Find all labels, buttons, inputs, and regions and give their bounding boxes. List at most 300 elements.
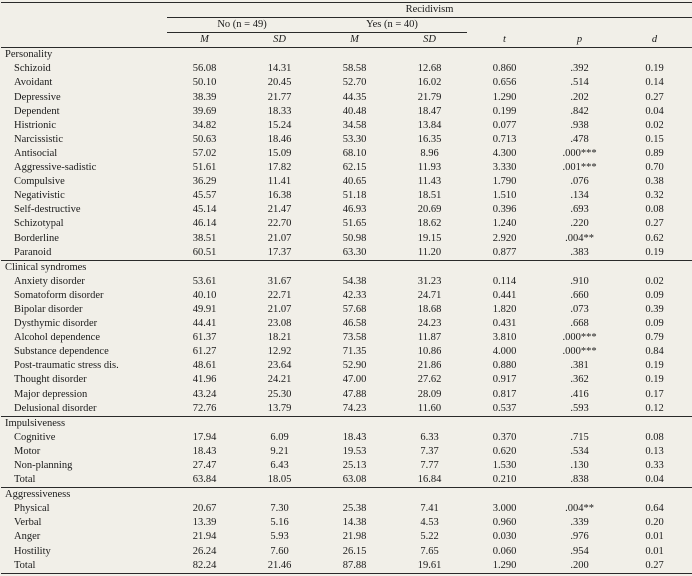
cell-value: 49.91 bbox=[192, 303, 217, 315]
group-header-no: No (n = 49) bbox=[167, 18, 317, 33]
cell-value: 38.39 bbox=[192, 91, 217, 103]
cell-value: .660 bbox=[570, 289, 589, 301]
cell-value: 0.917 bbox=[492, 374, 517, 386]
corner-blank bbox=[1, 3, 167, 18]
table-row bbox=[1, 217, 692, 231]
table-row bbox=[1, 161, 692, 175]
section-label: Personality bbox=[5, 49, 53, 61]
cell-value: 1.510 bbox=[492, 190, 517, 202]
cell-value: .838 bbox=[570, 474, 589, 486]
cell-value: 57.02 bbox=[192, 147, 217, 159]
row-label: Physical bbox=[14, 503, 50, 515]
cell-value: 21.86 bbox=[417, 360, 442, 372]
cell-value: 0.860 bbox=[492, 63, 517, 75]
cell-value: 26.24 bbox=[192, 545, 217, 557]
cell-value: .910 bbox=[570, 275, 589, 287]
table-row bbox=[1, 175, 692, 189]
table-row bbox=[1, 331, 692, 345]
cell-value: 25.38 bbox=[342, 503, 367, 515]
cell-value: .134 bbox=[570, 190, 589, 202]
cell-value: 0.04 bbox=[645, 474, 664, 486]
cell-value: 57.68 bbox=[342, 303, 367, 315]
cell-value: 0.19 bbox=[645, 246, 664, 258]
cell-value: 16.02 bbox=[417, 77, 442, 89]
cell-value: 17.82 bbox=[267, 162, 292, 174]
cell-value: 0.199 bbox=[492, 105, 517, 117]
col-header-sd-no: SD bbox=[242, 33, 317, 48]
cell-value: 51.61 bbox=[192, 162, 217, 174]
cell-value: 4.000 bbox=[492, 346, 517, 358]
cell-value: 21.47 bbox=[267, 204, 292, 216]
cell-value: 21.07 bbox=[267, 303, 292, 315]
cell-value: 25.13 bbox=[342, 460, 367, 471]
cell-value: 60.51 bbox=[192, 246, 217, 258]
cell-value: 58.58 bbox=[342, 63, 367, 75]
cell-value: 61.27 bbox=[192, 346, 217, 358]
cell-value: 62.15 bbox=[342, 162, 367, 174]
row-label: Dependent bbox=[14, 105, 60, 117]
cell-value: 16.38 bbox=[267, 190, 292, 202]
cell-value: 11.60 bbox=[417, 402, 442, 414]
cell-value: .715 bbox=[570, 431, 589, 443]
cell-value: 23.64 bbox=[267, 360, 292, 372]
cell-value: 10.86 bbox=[417, 346, 442, 358]
cell-value: 16.35 bbox=[417, 133, 442, 145]
cell-value: 34.82 bbox=[192, 119, 217, 131]
cell-value: 27.47 bbox=[192, 460, 217, 471]
row-label: Post-traumatic stress dis. bbox=[14, 360, 119, 372]
cell-value: 3.810 bbox=[492, 332, 517, 344]
cell-value: 71.35 bbox=[342, 346, 367, 358]
cell-value: 12.92 bbox=[267, 346, 292, 358]
table-row bbox=[1, 119, 692, 133]
row-label: Dysthymic disorder bbox=[14, 318, 98, 330]
table-row bbox=[1, 76, 692, 90]
statistics-table bbox=[1, 2, 692, 574]
table-row bbox=[1, 473, 692, 488]
cell-value: 20.45 bbox=[267, 77, 292, 89]
table-row bbox=[1, 359, 692, 373]
cell-value: 11.87 bbox=[417, 332, 442, 344]
cell-value: 17.94 bbox=[192, 431, 217, 443]
cell-value: 1.290 bbox=[492, 91, 517, 103]
group-blank bbox=[542, 18, 617, 33]
cell-value: 19.61 bbox=[417, 559, 442, 571]
row-label: Substance dependence bbox=[14, 346, 109, 358]
cell-value: 21.77 bbox=[267, 91, 292, 103]
cell-value: 0.114 bbox=[492, 275, 517, 287]
cell-value: 48.61 bbox=[192, 360, 217, 372]
cell-value: 46.58 bbox=[342, 318, 367, 330]
cell-value: 7.77 bbox=[420, 460, 439, 471]
cell-value: 47.88 bbox=[342, 388, 367, 400]
cell-value: 0.17 bbox=[645, 388, 664, 400]
row-label: Delusional disorder bbox=[14, 402, 97, 414]
cell-value: 28.09 bbox=[417, 388, 442, 400]
cell-value: .073 bbox=[570, 303, 589, 315]
cell-value: 45.14 bbox=[192, 204, 217, 216]
cell-value: 1.790 bbox=[492, 176, 517, 188]
col-header-p: p bbox=[542, 33, 617, 48]
cell-value: 53.30 bbox=[342, 133, 367, 145]
cell-value: 87.88 bbox=[342, 559, 367, 571]
cell-value: .954 bbox=[570, 545, 589, 557]
cell-value: 18.05 bbox=[267, 474, 292, 486]
cell-value: .514 bbox=[570, 77, 589, 89]
col-header-m-yes: M bbox=[317, 33, 392, 48]
cell-value: .938 bbox=[570, 119, 589, 131]
col-header-sd-yes: SD bbox=[392, 33, 467, 48]
table-row bbox=[1, 303, 692, 317]
cell-value: 18.68 bbox=[417, 303, 442, 315]
cell-value: 31.23 bbox=[417, 275, 442, 287]
table-row bbox=[1, 133, 692, 147]
cell-value: 0.19 bbox=[645, 360, 664, 372]
group-blank bbox=[467, 18, 542, 33]
cell-value: 52.70 bbox=[342, 77, 367, 89]
row-label: Major depression bbox=[14, 388, 88, 400]
cell-value: 0.02 bbox=[645, 119, 664, 131]
cell-value: 0.01 bbox=[645, 545, 664, 557]
cell-value: 23.08 bbox=[267, 318, 292, 330]
cell-value: .383 bbox=[570, 246, 589, 258]
cell-value: 25.30 bbox=[267, 388, 292, 400]
cell-value: 0.79 bbox=[645, 332, 664, 344]
corner-blank bbox=[1, 18, 167, 33]
cell-value: 18.46 bbox=[267, 133, 292, 145]
col-header-d: d bbox=[617, 33, 692, 48]
cell-value: 54.38 bbox=[342, 275, 367, 287]
cell-value: 11.43 bbox=[417, 176, 442, 188]
cell-value: 7.65 bbox=[420, 545, 439, 557]
cell-value: 0.713 bbox=[492, 133, 517, 145]
cell-value: 8.96 bbox=[420, 147, 439, 159]
cell-value: 13.39 bbox=[192, 517, 217, 529]
cell-value: 6.09 bbox=[270, 431, 289, 443]
cell-value: 22.70 bbox=[267, 218, 292, 230]
table-row bbox=[1, 388, 692, 402]
cell-value: 0.89 bbox=[645, 147, 664, 159]
cell-value: 18.43 bbox=[192, 445, 217, 457]
cell-value: 63.30 bbox=[342, 246, 367, 258]
cell-value: 26.15 bbox=[342, 545, 367, 557]
cell-value: 0.370 bbox=[492, 431, 517, 443]
cell-value: 6.33 bbox=[420, 431, 439, 443]
table-row bbox=[1, 91, 692, 105]
group-header-row bbox=[1, 18, 692, 33]
table-row bbox=[1, 203, 692, 217]
cell-value: 20.69 bbox=[417, 204, 442, 216]
row-label: Borderline bbox=[14, 232, 59, 244]
cell-value: 9.21 bbox=[270, 445, 289, 457]
cell-value: 50.63 bbox=[192, 133, 217, 145]
table-row bbox=[1, 289, 692, 303]
cell-value: 7.30 bbox=[270, 503, 289, 515]
row-label: Somatoform disorder bbox=[14, 289, 104, 301]
table-row bbox=[1, 189, 692, 203]
cell-value: 0.38 bbox=[645, 176, 664, 188]
cell-value: 53.61 bbox=[192, 275, 217, 287]
cell-value: .000*** bbox=[562, 346, 597, 358]
cell-value: 0.441 bbox=[492, 289, 517, 301]
cell-value: 34.58 bbox=[342, 119, 367, 131]
cell-value: 0.33 bbox=[645, 460, 664, 471]
table-row bbox=[1, 530, 692, 544]
cell-value: 50.98 bbox=[342, 232, 367, 244]
row-label: Schizotypal bbox=[14, 218, 64, 230]
row-label: Paranoid bbox=[14, 246, 52, 258]
cell-value: 18.47 bbox=[417, 105, 442, 117]
cell-value: 0.960 bbox=[492, 517, 517, 529]
row-label: Self-destructive bbox=[14, 204, 81, 216]
row-label: Negativistic bbox=[14, 190, 65, 202]
cell-value: 51.18 bbox=[342, 190, 367, 202]
cell-value: .593 bbox=[570, 402, 589, 414]
cell-value: 46.14 bbox=[192, 218, 217, 230]
cell-value: .130 bbox=[570, 460, 589, 471]
table-row bbox=[1, 445, 692, 459]
cell-value: 27.62 bbox=[417, 374, 442, 386]
cell-value: 15.09 bbox=[267, 147, 292, 159]
cell-value: 6.43 bbox=[270, 460, 289, 471]
cell-value: 45.57 bbox=[192, 190, 217, 202]
cell-value: 50.10 bbox=[192, 77, 217, 89]
cell-value: 0.32 bbox=[645, 190, 664, 202]
table-row bbox=[1, 232, 692, 246]
cell-value: 0.060 bbox=[492, 545, 517, 557]
cell-value: 5.93 bbox=[270, 531, 289, 543]
cell-value: 0.62 bbox=[645, 232, 664, 244]
table-row bbox=[1, 246, 692, 261]
cell-value: 0.12 bbox=[645, 402, 664, 414]
cell-value: .362 bbox=[570, 374, 589, 386]
cell-value: 11.93 bbox=[417, 162, 442, 174]
cell-value: 42.33 bbox=[342, 289, 367, 301]
table-row bbox=[1, 62, 692, 76]
cell-value: 16.84 bbox=[417, 474, 442, 486]
row-label: Anger bbox=[14, 531, 41, 543]
cell-value: 51.65 bbox=[342, 218, 367, 230]
cell-value: .842 bbox=[570, 105, 589, 117]
cell-value: 0.13 bbox=[645, 445, 664, 457]
cell-value: 0.02 bbox=[645, 275, 664, 287]
cell-value: .076 bbox=[570, 176, 589, 188]
row-label: Motor bbox=[14, 445, 41, 457]
column-header-row bbox=[1, 33, 692, 48]
table-row bbox=[1, 431, 692, 445]
cell-value: 21.46 bbox=[267, 559, 292, 571]
cell-value: 7.41 bbox=[420, 503, 439, 515]
cell-value: 0.27 bbox=[645, 91, 664, 103]
cell-value: 0.880 bbox=[492, 360, 517, 372]
cell-value: 44.35 bbox=[342, 91, 367, 103]
spanner-header: Recidivism bbox=[167, 3, 692, 18]
cell-value: .200 bbox=[570, 559, 589, 571]
cell-value: 14.31 bbox=[267, 63, 292, 75]
cell-value: 0.08 bbox=[645, 431, 664, 443]
cell-value: 18.62 bbox=[417, 218, 442, 230]
cell-value: 12.68 bbox=[417, 63, 442, 75]
cell-value: 0.64 bbox=[645, 503, 664, 515]
cell-value: 0.431 bbox=[492, 318, 517, 330]
table-row bbox=[1, 402, 692, 417]
row-label: Avoidant bbox=[14, 77, 53, 89]
cell-value: 0.70 bbox=[645, 162, 664, 174]
section-row bbox=[1, 416, 692, 431]
table-row bbox=[1, 516, 692, 530]
cell-value: 63.08 bbox=[342, 474, 367, 486]
row-label: Depressive bbox=[14, 91, 61, 103]
row-label: Non-planning bbox=[14, 460, 73, 471]
cell-value: 11.41 bbox=[267, 176, 292, 188]
cell-value: .416 bbox=[570, 388, 589, 400]
cell-value: 19.15 bbox=[417, 232, 442, 244]
cell-value: 22.71 bbox=[267, 289, 292, 301]
cell-value: 73.58 bbox=[342, 332, 367, 344]
cell-value: .339 bbox=[570, 517, 589, 529]
section-label: Impulsiveness bbox=[1, 416, 692, 431]
cell-value: 41.96 bbox=[192, 374, 217, 386]
cell-value: .976 bbox=[570, 531, 589, 543]
cell-value: 38.51 bbox=[192, 232, 217, 244]
cell-value: 0.537 bbox=[492, 402, 517, 414]
cell-value: 5.16 bbox=[270, 517, 289, 529]
cell-value: .202 bbox=[570, 91, 589, 103]
table-row bbox=[1, 502, 692, 516]
row-label: Total bbox=[14, 474, 36, 486]
row-label: Total bbox=[14, 559, 36, 571]
col-header-m-no: M bbox=[167, 33, 242, 48]
table-row bbox=[1, 147, 692, 161]
cell-value: 1.530 bbox=[492, 460, 517, 471]
cell-value: 72.76 bbox=[192, 402, 217, 414]
cell-value: 2.920 bbox=[492, 232, 517, 244]
cell-value: 0.077 bbox=[492, 119, 517, 131]
row-label: Alcohol dependence bbox=[14, 332, 101, 344]
cell-value: 5.22 bbox=[420, 531, 439, 543]
cell-value: 0.20 bbox=[645, 517, 664, 529]
cell-value: 0.817 bbox=[492, 388, 517, 400]
cell-value: 14.38 bbox=[342, 517, 367, 529]
cell-value: 4.300 bbox=[492, 147, 517, 159]
cell-value: 82.24 bbox=[192, 559, 217, 571]
cell-value: .004** bbox=[565, 503, 594, 515]
row-label: Hostility bbox=[14, 545, 51, 557]
cell-value: 46.93 bbox=[342, 204, 367, 216]
cell-value: 40.10 bbox=[192, 289, 217, 301]
cell-value: 0.19 bbox=[645, 63, 664, 75]
section-row bbox=[1, 260, 692, 275]
cell-value: 1.290 bbox=[492, 559, 517, 571]
cell-value: 47.00 bbox=[342, 374, 367, 386]
row-label: Verbal bbox=[14, 517, 42, 529]
section-label: Clinical syndromes bbox=[1, 260, 692, 275]
cell-value: .220 bbox=[570, 218, 589, 230]
cell-value: 68.10 bbox=[342, 147, 367, 159]
col-header-t: t bbox=[467, 33, 542, 48]
cell-value: 4.53 bbox=[420, 517, 439, 529]
cell-value: 0.620 bbox=[492, 445, 517, 457]
cell-value: 3.000 bbox=[492, 503, 517, 515]
cell-value: .001*** bbox=[562, 162, 597, 174]
cell-value: 56.08 bbox=[192, 63, 217, 75]
cell-value: 19.53 bbox=[342, 445, 367, 457]
row-label: Compulsive bbox=[14, 176, 65, 188]
row-label: Schizoid bbox=[14, 63, 51, 75]
cell-value: 11.20 bbox=[417, 246, 442, 258]
cell-value: 0.030 bbox=[492, 531, 517, 543]
cell-value: .000*** bbox=[562, 147, 597, 159]
cell-value: 21.79 bbox=[417, 91, 442, 103]
cell-value: 0.08 bbox=[645, 204, 664, 216]
cell-value: 17.37 bbox=[267, 246, 292, 258]
table-row bbox=[1, 317, 692, 331]
table-row bbox=[1, 275, 692, 289]
cell-value: 0.01 bbox=[645, 531, 664, 543]
cell-value: .668 bbox=[570, 318, 589, 330]
cell-value: 24.71 bbox=[417, 289, 442, 301]
cell-value: 0.27 bbox=[645, 218, 664, 230]
cell-value: 7.60 bbox=[270, 545, 289, 557]
cell-value: 24.21 bbox=[267, 374, 292, 386]
cell-value: 52.90 bbox=[342, 360, 367, 372]
section-row bbox=[1, 48, 692, 63]
cell-value: 13.84 bbox=[417, 119, 442, 131]
row-label: Aggressive-sadistic bbox=[14, 162, 97, 174]
row-label: Antisocial bbox=[14, 147, 58, 159]
spanner-row bbox=[1, 3, 692, 18]
cell-value: 31.67 bbox=[267, 275, 292, 287]
cell-value: 24.23 bbox=[417, 318, 442, 330]
cell-value: 40.48 bbox=[342, 105, 367, 117]
cell-value: 0.09 bbox=[645, 289, 664, 301]
group-header-yes: Yes (n = 40) bbox=[317, 18, 467, 33]
cell-value: 18.51 bbox=[417, 190, 442, 202]
row-label: Anxiety disorder bbox=[14, 275, 85, 287]
cell-value: 44.41 bbox=[192, 318, 217, 330]
cell-value: .000*** bbox=[562, 332, 597, 344]
table-row bbox=[1, 545, 692, 559]
row-label: Cognitive bbox=[14, 431, 56, 443]
cell-value: 21.94 bbox=[192, 531, 217, 543]
table-row bbox=[1, 345, 692, 359]
table-row bbox=[1, 459, 692, 473]
cell-value: 0.39 bbox=[645, 303, 664, 315]
cell-value: 21.98 bbox=[342, 531, 367, 543]
table-row bbox=[1, 105, 692, 119]
row-label: Thought disorder bbox=[14, 374, 87, 386]
row-label: Histrionic bbox=[14, 119, 56, 131]
cell-value: 61.37 bbox=[192, 332, 217, 344]
cell-value: 20.67 bbox=[192, 503, 217, 515]
cell-value: 40.65 bbox=[342, 176, 367, 188]
cell-value: 0.656 bbox=[492, 77, 517, 89]
cell-value: .381 bbox=[570, 360, 589, 372]
cell-value: 0.09 bbox=[645, 318, 664, 330]
cell-value: 1.820 bbox=[492, 303, 517, 315]
cell-value: 18.33 bbox=[267, 105, 292, 117]
cell-value: 18.21 bbox=[267, 332, 292, 344]
cell-value: .534 bbox=[570, 445, 589, 457]
cell-value: 0.14 bbox=[645, 77, 664, 89]
cell-value: .693 bbox=[570, 204, 589, 216]
cell-value: 74.23 bbox=[342, 402, 367, 414]
cell-value: 0.27 bbox=[645, 559, 664, 571]
row-label: Narcissistic bbox=[14, 133, 63, 145]
table-body bbox=[1, 48, 692, 573]
cell-value: 39.69 bbox=[192, 105, 217, 117]
row-label: Bipolar disorder bbox=[14, 303, 83, 315]
